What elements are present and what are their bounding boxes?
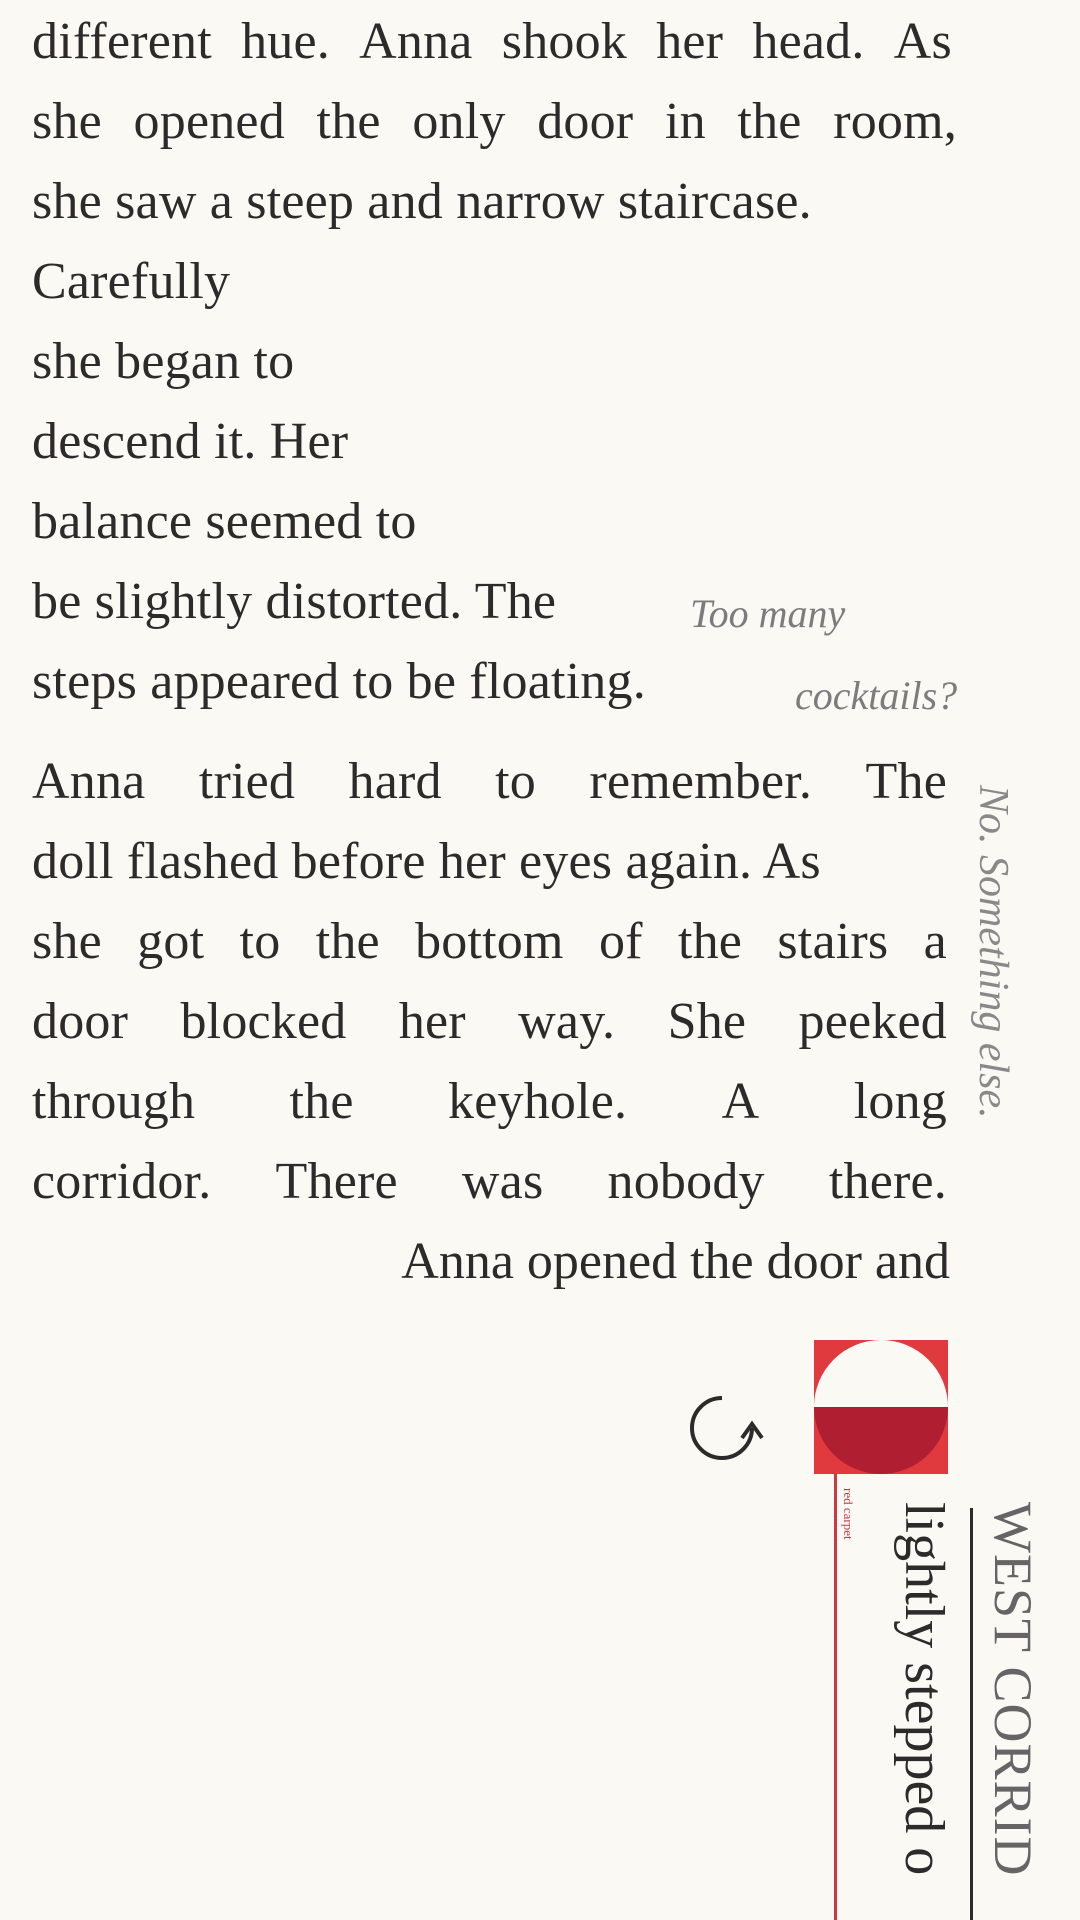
rotate-clockwise-icon[interactable] (672, 1378, 772, 1478)
story-line-10: Anna tried hard to remember. The (32, 753, 947, 810)
story-line-6: descend it. Her (32, 413, 349, 470)
story-line-2: she opened the only door in the room, (32, 93, 957, 150)
story-line-12: she got to the bottom of the stairs a (32, 913, 947, 970)
section-divider (970, 1508, 973, 1920)
story-line-4: Carefully (32, 253, 231, 310)
margin-note-cocktails: cocktails? (795, 673, 958, 718)
continued-story-text: lightly stepped o (893, 1502, 955, 1876)
story-line-8: be slightly distorted. The (32, 573, 557, 630)
story-line-9: steps appeared to be floating. (32, 653, 646, 710)
section-heading-west-corridor: WEST CORRID (983, 1502, 1043, 1877)
red-carpet-label: red carpet (841, 1488, 856, 1540)
story-line-16: Anna opened the door and (401, 1233, 950, 1290)
story-line-7: balance seemed to (32, 493, 417, 550)
story-line-3: she saw a steep and narrow staircase. (32, 173, 812, 230)
story-line-11: doll flashed before her eyes again. As (32, 833, 821, 890)
margin-note-too-many: Too many (690, 591, 846, 636)
story-line-5: she began to (32, 333, 295, 390)
story-line-14: through the keyhole. A long (32, 1073, 947, 1130)
story-line-1: different hue. Anna shook her head. As (32, 13, 952, 70)
story-line-13: door blocked her way. She peeked (32, 993, 947, 1050)
red-carpet-logo[interactable] (814, 1340, 948, 1474)
red-carpet-line (834, 1474, 837, 1920)
story-line-15: corridor. There was nobody there. (32, 1153, 947, 1210)
margin-note-vertical: No. Something else. (970, 785, 1016, 1119)
